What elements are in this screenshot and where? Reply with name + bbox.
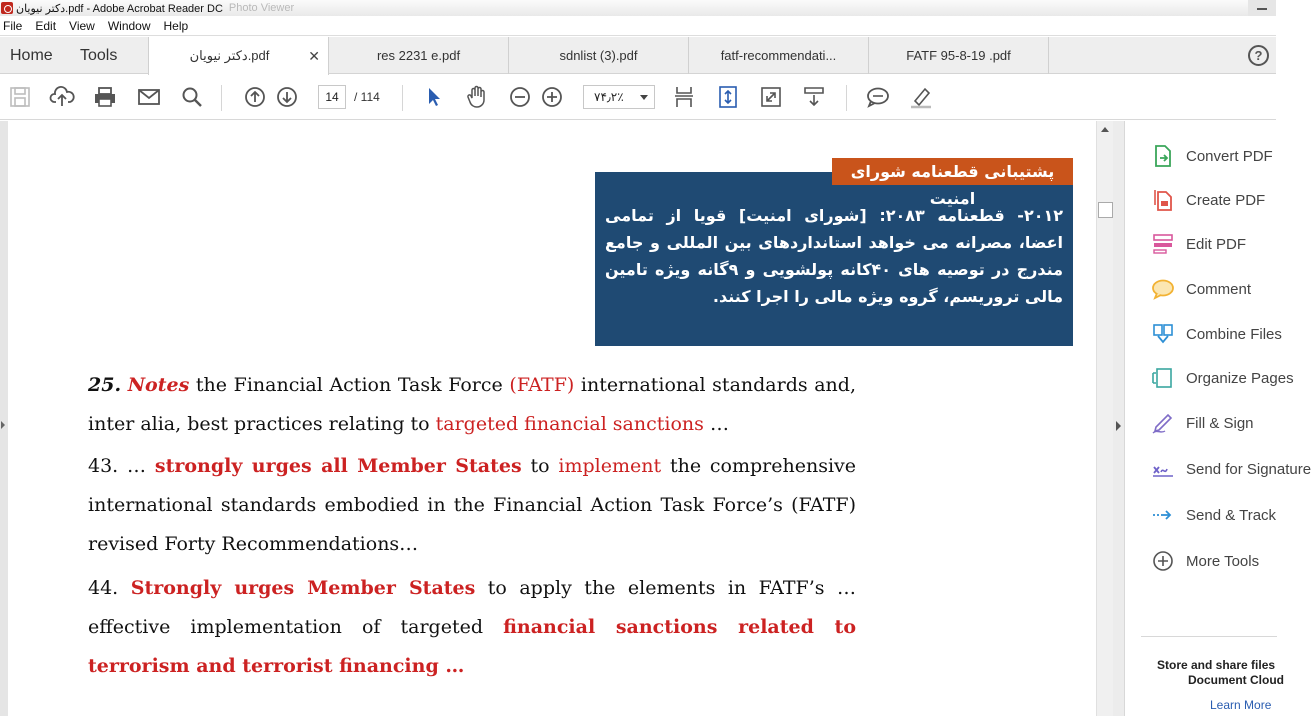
organize-pages-icon — [1151, 366, 1175, 390]
chevron-right-icon — [1, 421, 5, 429]
doc-tab-label: sdnlist (3).pdf — [559, 48, 638, 63]
zoom-out-icon[interactable] — [508, 85, 532, 109]
para-text: the Financial Action Task Force — [189, 374, 510, 396]
window-title-ghost: Photo Viewer — [228, 2, 295, 14]
para-highlight: implement — [558, 455, 662, 477]
paragraph-25 — [88, 366, 856, 444]
page-total: / 114 — [354, 90, 380, 104]
para-text: international standards and, inter alia, best practices relating to — [88, 374, 856, 435]
comment-bubble-icon[interactable] — [866, 85, 890, 109]
fill-sign-icon — [1151, 411, 1175, 435]
tool-combine-files[interactable] — [1125, 319, 1282, 349]
tool-fill-sign[interactable] — [1125, 408, 1277, 438]
menu-bar — [0, 17, 1276, 36]
doc-tab[interactable] — [329, 37, 509, 74]
comment-icon — [1151, 277, 1175, 301]
scrollbar-thumb[interactable] — [1098, 202, 1113, 218]
doc-tab-label: res 2231 e.pdf — [376, 48, 461, 63]
page-number-input[interactable]: 14 — [318, 85, 346, 109]
previous-page-icon[interactable] — [243, 85, 267, 109]
para-number: 43. … — [88, 455, 147, 477]
tool-label: Create PDF — [1186, 192, 1266, 209]
tab-home[interactable]: Home — [10, 47, 53, 64]
combine-files-icon — [1151, 322, 1175, 346]
tool-label: Comment — [1186, 281, 1252, 298]
create-pdf-icon — [1151, 188, 1175, 212]
read-mode-icon[interactable] — [802, 85, 826, 109]
panel-divider — [1141, 636, 1277, 637]
doc-tab[interactable] — [869, 37, 1049, 74]
help-icon[interactable]: ? — [1248, 45, 1269, 66]
tool-edit-pdf[interactable] — [1125, 229, 1277, 259]
para-text: the comprehensive international standards embodied in the Financial Action Task Force’s (FATF) revised Forty Recommendations… — [88, 455, 857, 555]
paragraph-44 — [88, 569, 856, 686]
document-cloud-promo — [1157, 658, 1287, 688]
save-icon[interactable] — [8, 85, 32, 109]
send-signature-icon — [1151, 457, 1175, 481]
para-text: to apply the elements in FATF’s … effective implementation of targeted — [88, 577, 856, 638]
minimize-icon — [1257, 8, 1267, 10]
edit-pdf-icon — [1151, 232, 1175, 256]
menu-help[interactable]: Help — [163, 19, 189, 33]
zoom-level-select[interactable] — [583, 85, 655, 109]
para-keyword: strongly urges all Member States — [154, 455, 522, 477]
close-tab-icon[interactable]: ✕ — [308, 48, 320, 64]
zoom-level-value: ۷۴٫۲٪ — [594, 90, 624, 104]
tool-send-for-signature[interactable] — [1125, 454, 1311, 484]
promo-line-1: Store and share files — [1157, 658, 1276, 672]
tool-more-tools[interactable] — [1125, 546, 1277, 576]
para-number: 44. — [88, 577, 119, 599]
toolbar-divider — [221, 85, 222, 111]
search-icon[interactable] — [180, 85, 204, 109]
tool-label: Edit PDF — [1186, 236, 1247, 253]
para-text: … — [703, 413, 729, 435]
para-number: 25. — [88, 374, 122, 396]
window-title: دکتر نیویان.pdf - Adobe Acrobat Reader DC — [16, 2, 223, 15]
doc-tab[interactable] — [689, 37, 869, 74]
title-bar — [0, 0, 1276, 16]
right-panel-toggle[interactable] — [1113, 121, 1124, 716]
para-keyword: Notes — [127, 374, 190, 396]
toolbar — [0, 75, 1276, 120]
promo-line-2: Document Cloud — [1188, 673, 1284, 687]
left-panel-toggle[interactable] — [0, 121, 8, 716]
upload-cloud-icon[interactable] — [50, 85, 74, 109]
persian-quote-box — [595, 172, 1073, 346]
hand-tool-icon[interactable] — [465, 85, 489, 109]
learn-more-link[interactable]: Learn More — [1210, 698, 1272, 712]
tool-label: Organize Pages — [1186, 370, 1294, 387]
scroll-up-icon[interactable] — [1101, 127, 1109, 132]
more-tools-icon — [1151, 549, 1175, 573]
para-text: to — [521, 455, 559, 477]
tool-label: Combine Files — [1186, 326, 1282, 343]
next-page-icon[interactable] — [275, 85, 299, 109]
tools-pane — [1124, 121, 1311, 716]
scrolling-mode-icon[interactable] — [672, 85, 696, 109]
tool-organize-pages[interactable] — [1125, 363, 1294, 393]
menu-window[interactable]: Window — [107, 19, 151, 33]
tool-label: Fill & Sign — [1186, 415, 1254, 432]
chevron-right-icon — [1116, 421, 1121, 431]
para-highlight: (FATF) — [509, 374, 575, 396]
convert-pdf-icon — [1151, 144, 1175, 168]
paragraph-43 — [88, 447, 856, 564]
tab-bar — [0, 37, 1276, 74]
document-viewer — [0, 121, 1124, 716]
menu-view[interactable]: View — [69, 19, 95, 33]
tab-tools[interactable]: Tools — [80, 47, 118, 64]
para-keyword: Strongly urges Member States — [130, 577, 476, 599]
doc-tab-label: FATF 95-8-19 .pdf — [906, 48, 1011, 63]
para-highlight: financial sanctions related to terrorism and terrorist financing … — [88, 616, 856, 677]
persian-quote-text: ۲۰۱۲- قطعنامه ۲۰۸۳: [شورای امنیت] قویا از تمامی اعضا، مصرانه می خواهد استانداردهای بین المللی و جامع مندرج در توصیه های ۴۰کانه پولشویی و ۹گانه ویژه تامین مالی تروریسم، گروه ویژه مالی را اجرا کنند. — [605, 206, 1064, 306]
tool-convert-pdf[interactable] — [1125, 141, 1277, 171]
doc-tab-label: fatf-recommendati... — [720, 48, 837, 63]
tool-comment[interactable] — [1125, 274, 1277, 304]
tool-create-pdf[interactable] — [1125, 185, 1277, 215]
print-icon[interactable] — [93, 85, 117, 109]
tool-label: More Tools — [1186, 553, 1260, 570]
toolbar-divider — [402, 85, 403, 111]
select-cursor-icon[interactable] — [422, 85, 446, 109]
acrobat-app-icon — [1, 2, 13, 14]
fit-page-icon[interactable] — [716, 85, 740, 109]
chevron-down-icon — [640, 95, 648, 100]
minimize-button[interactable] — [1248, 0, 1276, 16]
fullscreen-icon[interactable] — [759, 85, 783, 109]
email-icon[interactable] — [137, 85, 161, 109]
menu-file[interactable]: File — [3, 19, 23, 33]
doc-tab[interactable] — [509, 37, 689, 74]
send-track-icon — [1151, 503, 1175, 527]
tool-send-track[interactable] — [1125, 500, 1277, 530]
toolbar-divider — [846, 85, 847, 111]
para-highlight: targeted financial sanctions — [435, 413, 704, 435]
doc-tab-active[interactable] — [148, 37, 329, 75]
menu-edit[interactable]: Edit — [35, 19, 57, 33]
doc-tab-label: دکتر نیویان.pdf — [189, 48, 270, 63]
tool-label: Convert PDF — [1186, 148, 1273, 165]
vertical-scrollbar[interactable] — [1096, 121, 1113, 716]
pdf-page — [8, 121, 1096, 716]
tool-label: Send for Signature — [1186, 461, 1311, 478]
tool-label: Send & Track — [1186, 507, 1277, 524]
persian-heading-label: پشتیبانی قطعنامه شورای امنیت — [832, 158, 1073, 185]
zoom-in-icon[interactable] — [540, 85, 564, 109]
highlight-pen-icon[interactable] — [909, 85, 933, 109]
